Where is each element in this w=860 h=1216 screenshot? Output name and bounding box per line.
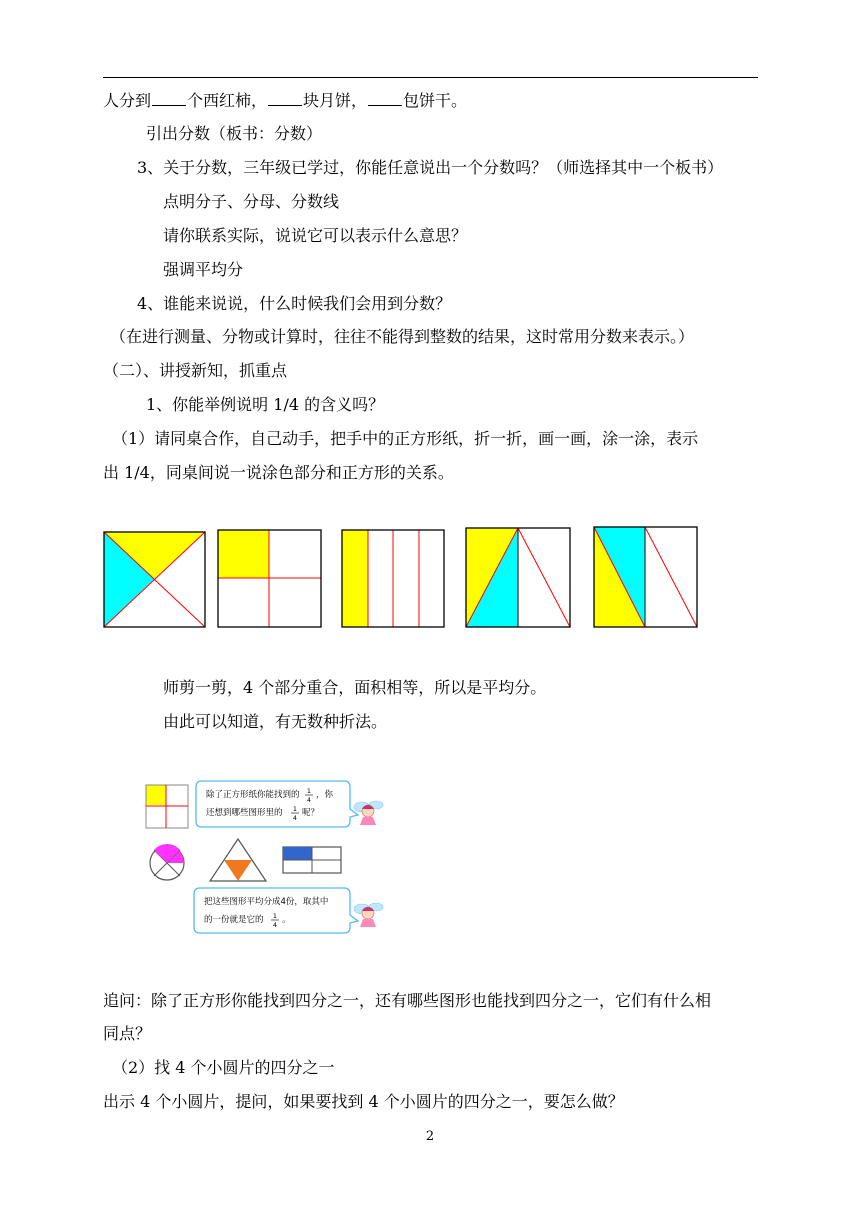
textbook-illustration [140, 775, 400, 935]
bubble-text: 呢？ [302, 808, 320, 818]
text-line-11: （1）请同桌合作，自己动手，把手中的正方形纸，折一折，画一画，涂一涂，表示 [112, 429, 699, 448]
cartoon-fairy-icon [354, 801, 383, 825]
blue-quarter [283, 847, 312, 860]
red-fold-line [518, 528, 570, 627]
text-line-4: 点明分子、分母、分数线 [163, 192, 340, 211]
text-line-9: （二）、讲授新知，抓重点 [103, 361, 288, 380]
bubble-text: 除了正方形纸你能找到的 [206, 790, 300, 800]
text-line-16: 同点？ [103, 1024, 152, 1043]
triangle-quarter [210, 839, 266, 881]
speech-bubble-2 [194, 888, 358, 933]
square-triangle-quarters-b [594, 527, 697, 627]
text-line-6: 强调平均分 [163, 260, 244, 279]
text-segment: 人分到 [103, 91, 152, 110]
yellow-quarter [146, 785, 166, 805]
text-line-17: （2）找 4 个小圆片的四分之一 [112, 1058, 335, 1077]
text-line-15: 追问：除了正方形你能找到四分之一，还有哪些图形也能找到四分之一，它们有什么相 [103, 991, 712, 1010]
fraction-denominator: 4 [306, 796, 312, 804]
square-diagonal-quarters [104, 532, 205, 627]
text-line-8: （在进行测量、分物或计算时，往往不能得到整数的结果，这时常用分数来表示。） [110, 327, 695, 346]
text-line-7: 4、谁能来说说，什么时候我们会用到分数？ [137, 294, 452, 313]
fraction-numerator: 1 [292, 805, 298, 813]
square-grid-quarters [218, 530, 321, 627]
fraction-denominator: 4 [272, 921, 278, 929]
text-segment: 个西红柿， [187, 91, 268, 110]
bubble-text: 的一份就是它的 [204, 915, 264, 925]
text-line-12: 出 1/4，同桌间说一说涂色部分和正方形的关系。 [103, 463, 454, 482]
text-segment: 块月饼， [303, 91, 368, 110]
text-line-2: 引出分数（板书：分数） [146, 124, 323, 143]
text-line-14: 由此可以知道，有无数种折法。 [163, 712, 388, 731]
bubble-text: 把这些图形平均分成4份，取其中 [204, 897, 329, 907]
red-fold-line [645, 527, 697, 627]
yellow-strip [342, 530, 368, 627]
bubble-outline [196, 781, 358, 827]
rectangle-quarter [283, 847, 341, 873]
speech-bubble-1 [196, 781, 358, 827]
circle-quarter [150, 844, 184, 880]
square-triangle-quarters-a [466, 528, 570, 627]
fraction-denominator: 4 [292, 814, 298, 822]
text-line-18: 出示 4 个小圆片，提问，如果要找到 4 个小圆片的四分之一，要怎么做？ [103, 1092, 624, 1111]
fraction-numerator: 1 [306, 787, 312, 795]
small-square-quarter [146, 785, 188, 828]
bubble-text: 。 [282, 915, 291, 925]
text-segment: 包饼干。 [403, 91, 468, 110]
yellow-quarter [218, 530, 269, 578]
page-number: 2 [425, 1129, 435, 1144]
text-line-10: 1、你能举例说明 1/4 的含义吗？ [146, 395, 385, 414]
bubble-text: 还想到哪些图形里的 [206, 808, 283, 818]
fraction-numerator: 1 [272, 912, 278, 920]
bubble-text: ，你 [316, 790, 334, 800]
text-line-5: 请你联系实际，说说它可以表示什么意思？ [163, 226, 468, 245]
square-vertical-strips [342, 530, 444, 627]
cartoon-fairy-icon [354, 903, 383, 927]
text-line-3: 3、关于分数，三年级已学过，你能任意说出一个分数吗？（师选择其中一个板书） [137, 158, 724, 177]
text-line-13: 师剪一剪，4 个部分重合，面积相等，所以是平均分。 [163, 678, 547, 697]
